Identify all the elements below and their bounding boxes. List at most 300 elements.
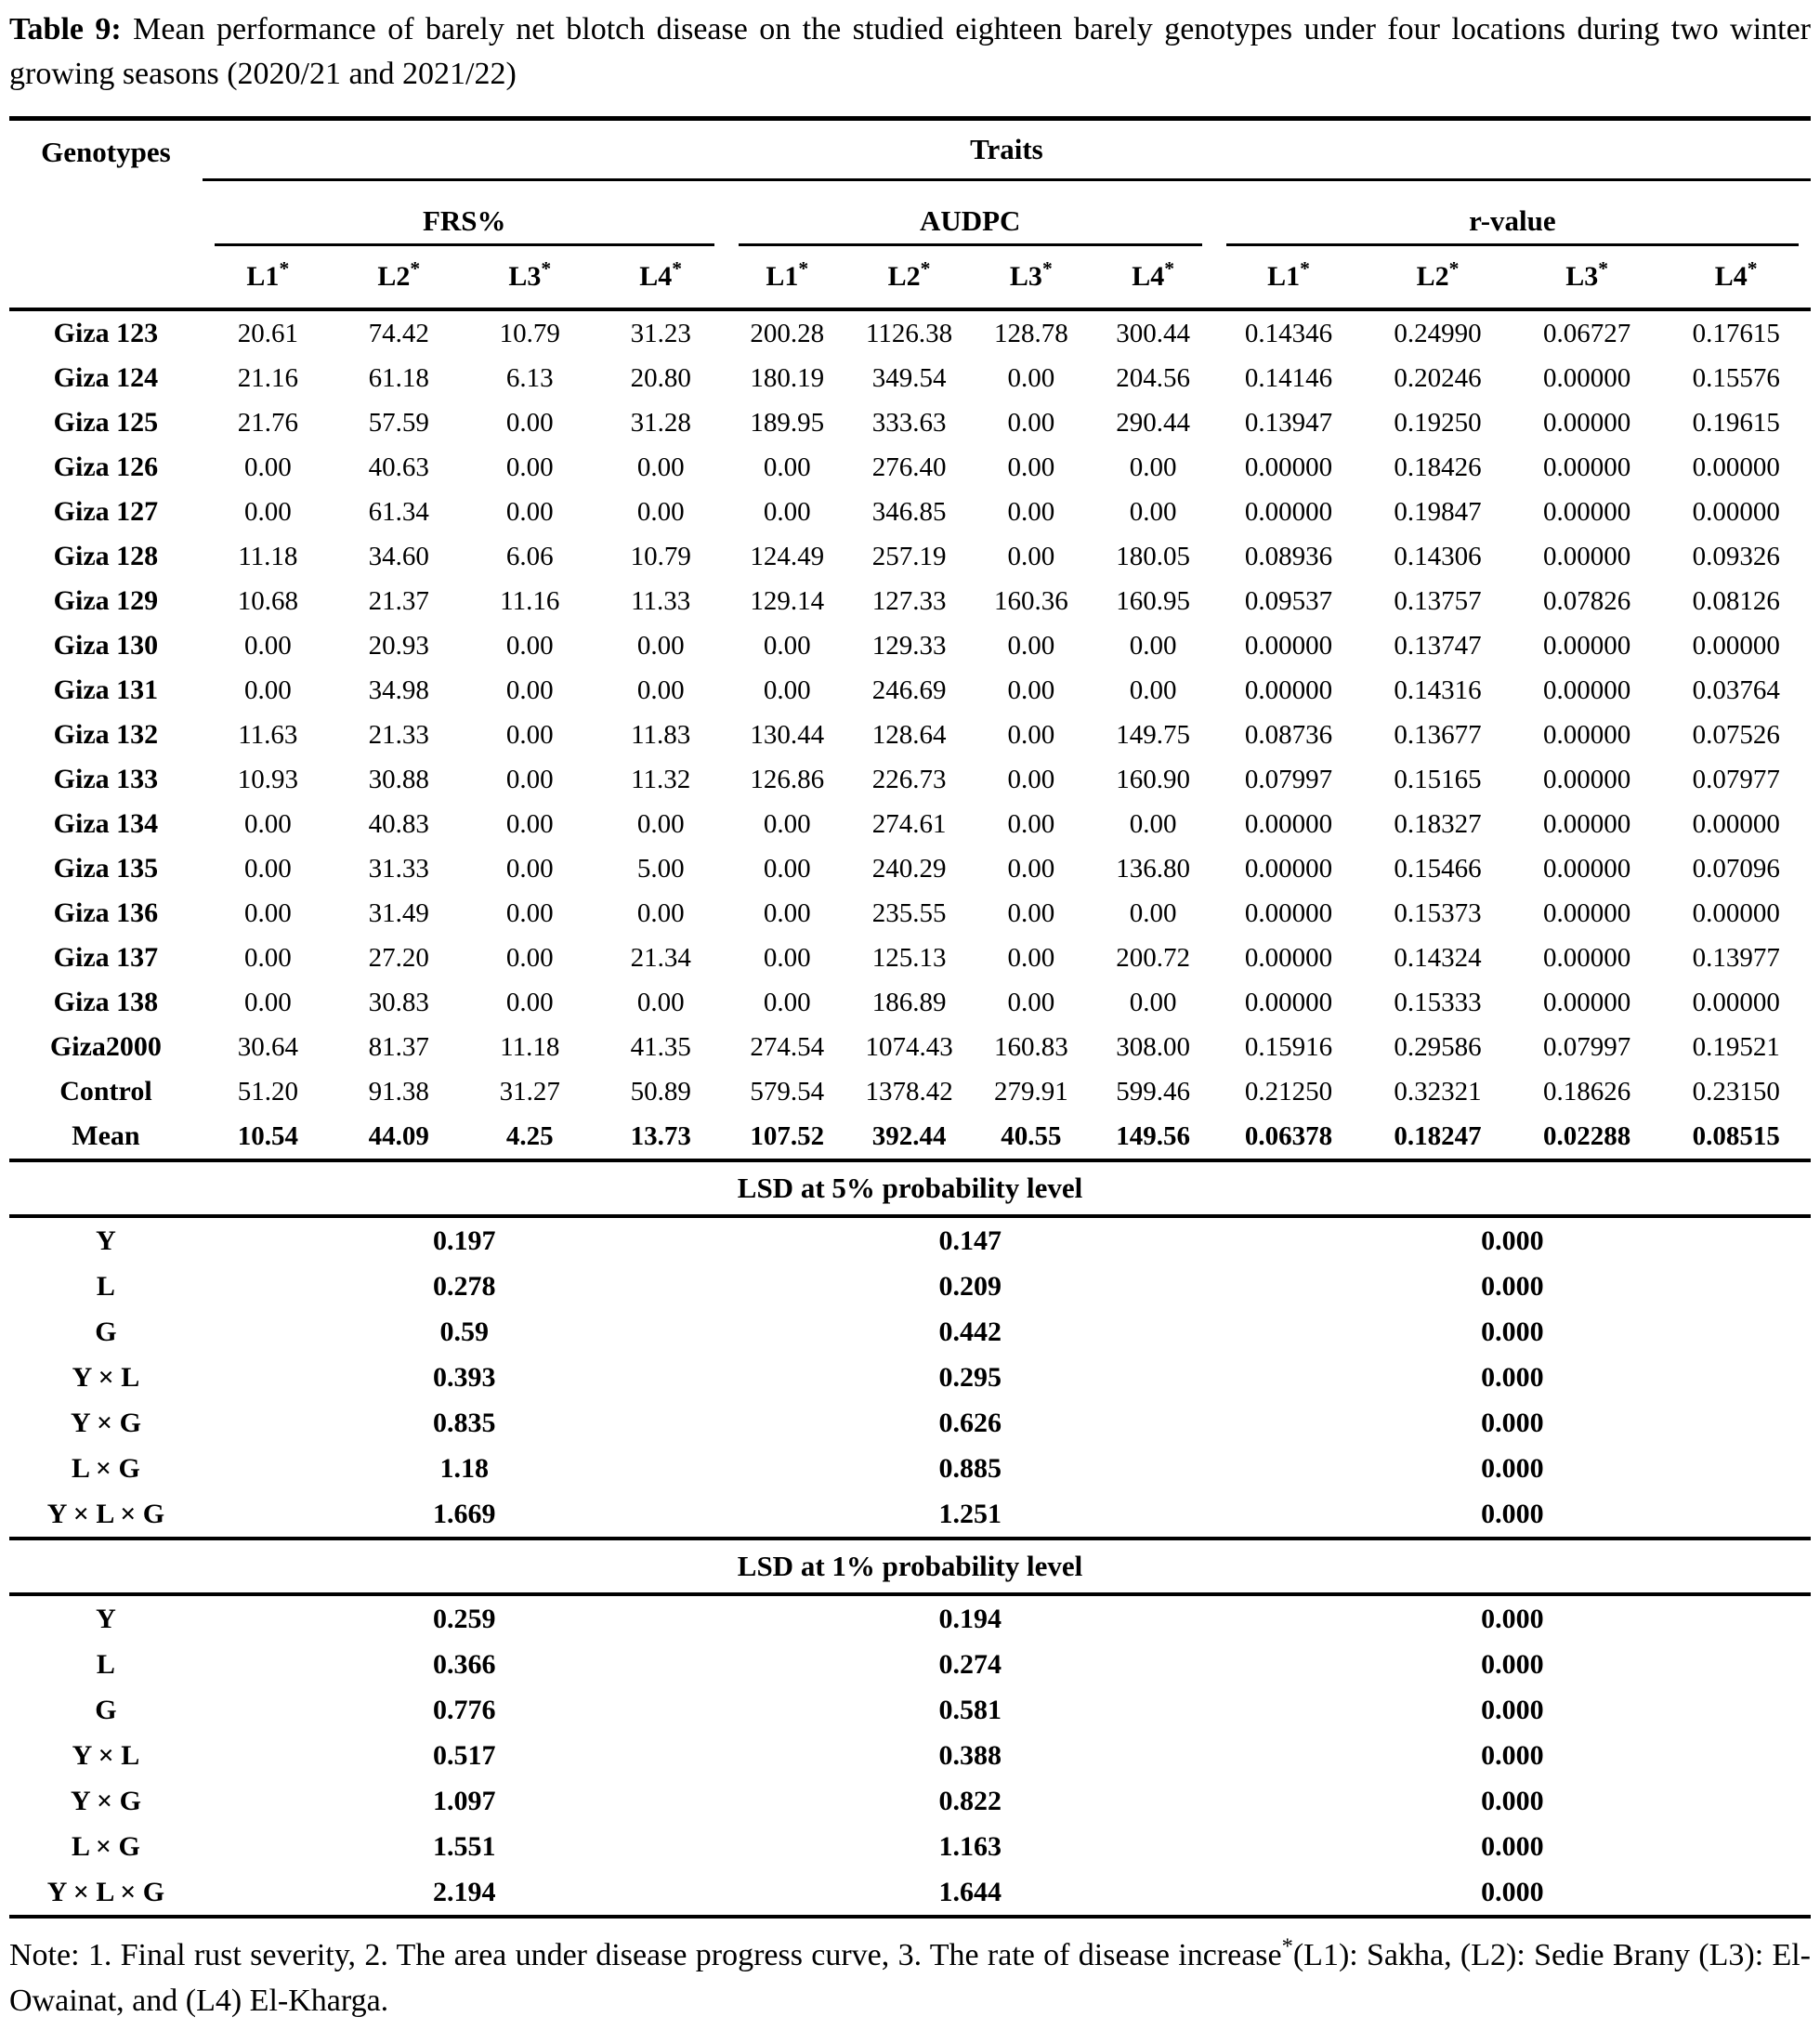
value-cell: 0.08736 xyxy=(1244,719,1333,750)
value-cell: 0.15373 xyxy=(1394,897,1482,928)
value-cell: 0.00 xyxy=(1007,541,1055,571)
value-cell: 21.33 xyxy=(368,719,429,750)
genotype-name-cell: Giza2000 xyxy=(49,1031,162,1063)
value-cell: 0.00000 xyxy=(1692,496,1780,527)
group-header-rvalue xyxy=(1214,180,1811,247)
value-cell: 11.18 xyxy=(500,1031,560,1062)
value-cell: 136.80 xyxy=(1116,853,1190,884)
value-cell: 0.00 xyxy=(763,897,811,928)
caption-text: Mean performance of barely net blotch disease on the studied eighteen barely genotypes under four locations during two winter growing seasons (2020/21 and 2021/22) xyxy=(9,12,1812,91)
value-cell: 333.63 xyxy=(871,407,947,438)
value-cell: 0.00 xyxy=(1007,987,1055,1017)
table-header xyxy=(9,119,1811,310)
value-cell: 21.37 xyxy=(368,585,429,616)
genotype-name-cell: Giza 124 xyxy=(53,362,159,394)
asterisk-marker: * xyxy=(541,257,552,281)
value-cell: 0.19250 xyxy=(1394,407,1482,438)
value-cell: 20.80 xyxy=(630,362,691,393)
value-cell: 0.00 xyxy=(505,674,554,705)
value-cell: 44.09 xyxy=(334,1114,465,1160)
lsd-value-cell: 0.626 xyxy=(938,1407,1002,1438)
genotype-name-cell: Mean xyxy=(9,1114,203,1160)
value-cell: 0.00 xyxy=(763,674,811,705)
value-cell: 0.00000 xyxy=(1244,808,1333,839)
value-cell: 0.20246 xyxy=(1394,362,1482,393)
value-cell: 0.17615 xyxy=(1692,318,1780,348)
value-cell: 0.00 xyxy=(636,674,685,705)
lsd-row xyxy=(9,1687,1811,1733)
lsd-factor-cell: L xyxy=(96,1270,115,1302)
value-cell: 0.00 xyxy=(1007,719,1055,750)
value-cell: 0.00 xyxy=(505,719,554,750)
lsd-factor-cell: Y × L × G xyxy=(9,1869,203,1917)
value-cell: 0.00 xyxy=(636,452,685,482)
value-cell: 21.34 xyxy=(630,942,691,973)
lsd-row xyxy=(9,1355,1811,1400)
lsd-value-cell: 0.000 xyxy=(1481,1361,1544,1393)
value-cell: 31.27 xyxy=(499,1076,560,1107)
value-cell: 0.09326 xyxy=(1692,541,1780,571)
lsd-factor-cell: L × G xyxy=(72,1830,140,1862)
subcol-header xyxy=(1661,246,1811,309)
header-row-locations xyxy=(9,246,1811,309)
caption-label: Table 9: xyxy=(9,12,122,46)
lsd-row xyxy=(9,1264,1811,1309)
value-cell: 0.07096 xyxy=(1692,853,1780,884)
value-cell: 0.00000 xyxy=(1244,942,1333,973)
value-cell: 579.54 xyxy=(750,1076,825,1107)
value-cell: 0.00000 xyxy=(1692,987,1780,1017)
lsd-value-cell: 0.197 xyxy=(433,1225,496,1256)
genotype-name-cell: Giza 135 xyxy=(53,853,159,884)
value-cell: 160.90 xyxy=(1116,764,1190,794)
value-cell: 0.00 xyxy=(636,630,685,661)
lsd-value-cell: 0.000 xyxy=(1481,1694,1544,1725)
value-cell: 1126.38 xyxy=(865,318,953,348)
value-cell: 0.32321 xyxy=(1394,1076,1482,1107)
subcol-label: L3 xyxy=(508,261,542,293)
value-cell: 0.00000 xyxy=(1244,496,1333,527)
value-cell: 128.64 xyxy=(871,719,947,750)
value-cell: 246.69 xyxy=(871,674,947,705)
value-cell: 0.00 xyxy=(1007,674,1055,705)
lsd-row xyxy=(9,1491,1811,1539)
value-cell: 0.00 xyxy=(1129,496,1177,527)
value-cell: 0.00 xyxy=(505,407,554,438)
lsd-row xyxy=(9,1824,1811,1869)
value-cell: 10.93 xyxy=(237,764,298,794)
value-cell: 13.73 xyxy=(596,1114,727,1160)
value-cell: 20.93 xyxy=(368,630,429,661)
value-cell: 0.14306 xyxy=(1394,541,1482,571)
value-cell: 40.83 xyxy=(368,808,429,839)
value-cell: 0.18626 xyxy=(1542,1076,1631,1107)
value-cell: 160.83 xyxy=(993,1031,1068,1062)
value-cell: 30.64 xyxy=(237,1031,298,1062)
value-cell: 0.00 xyxy=(243,630,292,661)
asterisk-marker: * xyxy=(1281,1933,1293,1959)
value-cell: 0.00000 xyxy=(1692,808,1780,839)
value-cell: 0.15466 xyxy=(1394,853,1482,884)
genotype-name-cell: Giza 126 xyxy=(53,452,159,483)
lsd-value-cell: 0.000 xyxy=(1481,1785,1544,1816)
table-row xyxy=(9,891,1811,936)
lsd-value-cell: 0.147 xyxy=(938,1225,1002,1256)
value-cell: 240.29 xyxy=(871,853,947,884)
lsd1-section-header xyxy=(9,1539,1811,1594)
value-cell: 0.18247 xyxy=(1363,1114,1512,1160)
value-cell: 0.21250 xyxy=(1244,1076,1333,1107)
genotype-name-cell: Giza 134 xyxy=(53,808,159,840)
value-cell: 0.23150 xyxy=(1692,1076,1780,1107)
value-cell: 30.88 xyxy=(368,764,429,794)
lsd5-header-row xyxy=(9,1160,1811,1216)
value-cell: 0.00 xyxy=(1129,674,1177,705)
footnote-locations-text: (L1): Sakha, (L2): Sedie Brany (L3): El-Owainat, and (L4) El-Kharga. xyxy=(9,1938,1811,2019)
subcol-header xyxy=(334,246,465,309)
value-cell: 0.07997 xyxy=(1542,1031,1631,1062)
value-cell: 0.00 xyxy=(1007,853,1055,884)
value-cell: 0.00 xyxy=(763,452,811,482)
lsd-value-cell: 0.295 xyxy=(938,1361,1002,1393)
table-row xyxy=(9,1025,1811,1069)
subcol-header xyxy=(465,246,596,309)
value-cell: 0.00 xyxy=(1007,362,1055,393)
lsd-value-cell: 1.097 xyxy=(433,1785,496,1816)
value-cell: 0.00 xyxy=(505,496,554,527)
value-cell: 125.13 xyxy=(871,942,947,973)
asterisk-marker: * xyxy=(410,257,421,281)
lsd-factor-cell: Y × L xyxy=(72,1361,140,1393)
table-row xyxy=(9,623,1811,668)
genotype-name-cell: Giza 131 xyxy=(53,674,159,706)
value-cell: 0.00000 xyxy=(1244,452,1333,482)
value-cell: 6.13 xyxy=(505,362,554,393)
lsd-value-cell: 0.259 xyxy=(433,1603,496,1634)
value-cell: 0.08126 xyxy=(1692,585,1780,616)
value-cell: 0.00 xyxy=(1007,452,1055,482)
value-cell: 0.00 xyxy=(636,496,685,527)
value-cell: 204.56 xyxy=(1116,362,1190,393)
lsd-value-cell: 0.000 xyxy=(1481,1316,1544,1347)
value-cell: 107.52 xyxy=(727,1114,848,1160)
lsd-factor-cell: Y × G xyxy=(70,1407,141,1438)
value-cell: 349.54 xyxy=(871,362,947,393)
subcol-header xyxy=(1512,246,1662,309)
value-cell: 11.16 xyxy=(500,585,560,616)
value-cell: 0.00 xyxy=(1129,987,1177,1017)
lsd-value-cell: 0.59 xyxy=(439,1316,490,1347)
value-cell: 0.00 xyxy=(505,942,554,973)
asterisk-marker: * xyxy=(1164,257,1174,281)
genotype-name-cell: Control xyxy=(59,1076,152,1107)
value-cell: 31.23 xyxy=(630,318,691,348)
value-cell: 10.79 xyxy=(630,541,691,571)
subcol-label: L4 xyxy=(639,261,673,293)
lsd-value-cell: 0.388 xyxy=(938,1739,1002,1771)
lsd-value-cell: 0.278 xyxy=(433,1270,496,1302)
value-cell: 0.00000 xyxy=(1542,496,1631,527)
asterisk-marker: * xyxy=(920,257,931,281)
value-cell: 31.49 xyxy=(368,897,429,928)
value-cell: 0.00000 xyxy=(1542,674,1631,705)
lsd-value-cell: 0.000 xyxy=(1214,1869,1811,1917)
value-cell: 0.03764 xyxy=(1692,674,1780,705)
value-cell: 226.73 xyxy=(871,764,947,794)
lsd-value-cell: 1.163 xyxy=(938,1830,1002,1862)
value-cell: 6.06 xyxy=(505,541,554,571)
value-cell: 160.95 xyxy=(1116,585,1190,616)
value-cell: 0.24990 xyxy=(1394,318,1482,348)
group-header-rvalue-label: r-value xyxy=(1226,204,1799,246)
value-cell: 0.02288 xyxy=(1512,1114,1662,1160)
value-cell: 0.00 xyxy=(243,897,292,928)
value-cell: 0.07977 xyxy=(1692,764,1780,794)
value-cell: 0.00000 xyxy=(1244,853,1333,884)
lsd-row xyxy=(9,1733,1811,1778)
lsd-row xyxy=(9,1216,1811,1264)
asterisk-marker: * xyxy=(1747,257,1758,281)
value-cell: 290.44 xyxy=(1116,407,1190,438)
value-cell: 0.13947 xyxy=(1244,407,1333,438)
subcol-label: L3 xyxy=(1009,261,1042,293)
value-cell: 0.00000 xyxy=(1542,853,1631,884)
value-cell: 0.09537 xyxy=(1244,585,1333,616)
value-cell: 21.76 xyxy=(237,407,298,438)
subcol-label: L3 xyxy=(1565,261,1599,293)
lsd-row xyxy=(9,1594,1811,1642)
value-cell: 129.33 xyxy=(871,630,947,661)
value-cell: 74.42 xyxy=(368,318,429,348)
lsd-row xyxy=(9,1400,1811,1446)
lsd-factor-cell: Y xyxy=(96,1603,116,1634)
value-cell: 130.44 xyxy=(750,719,825,750)
genotype-name-cell: Giza 128 xyxy=(53,541,159,572)
value-cell: 200.28 xyxy=(750,318,825,348)
value-cell: 0.00 xyxy=(243,674,292,705)
subcol-header xyxy=(1363,246,1512,309)
value-cell: 31.28 xyxy=(630,407,691,438)
subcol-label: L4 xyxy=(1714,261,1748,293)
value-cell: 11.32 xyxy=(631,764,691,794)
genotype-tbody xyxy=(9,309,1811,1160)
value-cell: 0.07997 xyxy=(1244,764,1333,794)
lsd-value-cell: 0.000 xyxy=(1481,1648,1544,1680)
table-row xyxy=(9,579,1811,623)
lsd-value-cell: 0.194 xyxy=(938,1603,1002,1634)
value-cell: 274.61 xyxy=(871,808,947,839)
value-cell: 0.00000 xyxy=(1542,897,1631,928)
value-cell: 41.35 xyxy=(630,1031,691,1062)
asterisk-marker: * xyxy=(1300,257,1310,281)
lsd-factor-cell: G xyxy=(95,1316,117,1347)
lsd-value-cell: 0.835 xyxy=(433,1407,496,1438)
value-cell: 0.00 xyxy=(636,987,685,1017)
value-cell: 0.00000 xyxy=(1244,630,1333,661)
genotype-name-cell: Giza 123 xyxy=(53,318,159,349)
subcol-header xyxy=(970,246,1092,309)
value-cell: 10.54 xyxy=(203,1114,334,1160)
lsd-value-cell: 0.000 xyxy=(1481,1270,1544,1302)
table-row xyxy=(9,713,1811,757)
genotype-name-cell: Giza 136 xyxy=(53,897,159,929)
lsd-value-cell: 0.209 xyxy=(938,1270,1002,1302)
lsd-value-cell: 1.18 xyxy=(439,1452,490,1484)
value-cell: 34.60 xyxy=(368,541,429,571)
value-cell: 128.78 xyxy=(993,318,1068,348)
value-cell: 0.00 xyxy=(1007,630,1055,661)
value-cell: 300.44 xyxy=(1116,318,1190,348)
genotype-name-cell: Giza 132 xyxy=(53,719,159,751)
value-cell: 0.00000 xyxy=(1692,897,1780,928)
value-cell: 11.63 xyxy=(238,719,298,750)
value-cell: 0.14316 xyxy=(1394,674,1482,705)
value-cell: 91.38 xyxy=(368,1076,429,1107)
genotype-name-cell: Giza 137 xyxy=(53,942,159,974)
value-cell: 257.19 xyxy=(871,541,947,571)
asterisk-marker: * xyxy=(1041,257,1053,281)
value-cell: 0.00000 xyxy=(1542,541,1631,571)
lsd-value-cell: 0.000 xyxy=(1481,1830,1544,1862)
value-cell: 0.00 xyxy=(1007,897,1055,928)
value-cell: 61.34 xyxy=(368,496,429,527)
value-cell: 0.00 xyxy=(243,942,292,973)
subcol-label: L1 xyxy=(766,261,799,293)
table-row xyxy=(9,936,1811,980)
subcol-label: L2 xyxy=(887,261,921,293)
value-cell: 0.13677 xyxy=(1394,719,1482,750)
asterisk-marker: * xyxy=(798,257,809,281)
value-cell: 40.63 xyxy=(368,452,429,482)
value-cell: 0.19521 xyxy=(1692,1031,1780,1062)
value-cell: 0.00 xyxy=(505,630,554,661)
lsd5-section-header xyxy=(9,1160,1811,1216)
value-cell: 0.18426 xyxy=(1394,452,1482,482)
group-header-audpc-label: AUDPC xyxy=(739,204,1202,246)
subcol-label: L2 xyxy=(377,261,411,293)
footnote-text: Note: 1. Final rust severity, 2. The area under disease progress curve, 3. The rate of disease increase xyxy=(9,1938,1282,1973)
value-cell: 126.86 xyxy=(750,764,825,794)
value-cell: 0.07826 xyxy=(1542,585,1631,616)
lsd-value-cell: 0.000 xyxy=(1481,1739,1544,1771)
table-row xyxy=(9,980,1811,1025)
value-cell: 127.33 xyxy=(871,585,947,616)
table-row xyxy=(9,309,1811,356)
value-cell: 0.00000 xyxy=(1692,452,1780,482)
value-cell: 0.08515 xyxy=(1661,1114,1811,1160)
value-cell: 10.68 xyxy=(237,585,298,616)
value-cell: 0.00 xyxy=(763,987,811,1017)
lsd-value-cell: 1.669 xyxy=(203,1491,727,1539)
subcol-header xyxy=(1214,246,1364,309)
value-cell: 57.59 xyxy=(368,407,429,438)
value-cell: 0.00 xyxy=(243,987,292,1017)
lsd5-tbody xyxy=(9,1216,1811,1539)
value-cell: 599.46 xyxy=(1116,1076,1190,1107)
lsd-row xyxy=(9,1309,1811,1355)
value-cell: 274.54 xyxy=(750,1031,825,1062)
value-cell: 0.00000 xyxy=(1542,407,1631,438)
value-cell: 21.16 xyxy=(237,362,298,393)
value-cell: 0.29586 xyxy=(1394,1031,1482,1062)
subcol-header xyxy=(203,246,334,309)
subcol-header xyxy=(596,246,727,309)
value-cell: 0.00 xyxy=(763,808,811,839)
table-caption xyxy=(9,7,1811,96)
value-cell: 81.37 xyxy=(368,1031,429,1062)
lsd-value-cell: 1.251 xyxy=(727,1491,1214,1539)
value-cell: 160.36 xyxy=(993,585,1068,616)
value-cell: 0.00 xyxy=(1129,897,1177,928)
value-cell: 0.00000 xyxy=(1542,764,1631,794)
value-cell: 0.00 xyxy=(505,764,554,794)
group-header-frs xyxy=(203,180,727,247)
value-cell: 0.00 xyxy=(1129,452,1177,482)
value-cell: 0.00 xyxy=(505,808,554,839)
subcol-label: L1 xyxy=(1267,261,1301,293)
value-cell: 0.00 xyxy=(1129,630,1177,661)
value-cell: 0.19615 xyxy=(1692,407,1780,438)
value-cell: 0.06727 xyxy=(1542,318,1631,348)
header-row-traits xyxy=(9,119,1811,180)
lsd-factor-cell: Y × L × G xyxy=(9,1491,203,1539)
value-cell: 11.33 xyxy=(631,585,691,616)
value-cell: 0.00000 xyxy=(1542,719,1631,750)
lsd-row xyxy=(9,1642,1811,1687)
value-cell: 4.25 xyxy=(465,1114,596,1160)
genotype-name-cell: Giza 138 xyxy=(53,987,159,1018)
lsd-value-cell: 0.000 xyxy=(1481,1407,1544,1438)
value-cell: 0.00 xyxy=(505,987,554,1017)
value-cell: 180.05 xyxy=(1116,541,1190,571)
lsd-value-cell: 0.000 xyxy=(1481,1225,1544,1256)
value-cell: 0.00000 xyxy=(1692,630,1780,661)
lsd-row xyxy=(9,1778,1811,1824)
lsd-value-cell: 0.517 xyxy=(433,1739,496,1771)
lsd-factor-cell: L xyxy=(96,1648,115,1680)
table-row xyxy=(9,846,1811,891)
value-cell: 0.06378 xyxy=(1214,1114,1364,1160)
table-row xyxy=(9,400,1811,445)
value-cell: 0.00 xyxy=(505,853,554,884)
value-cell: 346.85 xyxy=(871,496,947,527)
value-cell: 0.00 xyxy=(505,897,554,928)
lsd-value-cell: 0.000 xyxy=(1481,1603,1544,1634)
value-cell: 0.08936 xyxy=(1244,541,1333,571)
value-cell: 180.19 xyxy=(750,362,825,393)
value-cell: 0.00 xyxy=(243,452,292,482)
lsd-factor-cell: L × G xyxy=(72,1452,140,1484)
value-cell: 0.14346 xyxy=(1244,318,1333,348)
lsd-value-cell: 0.581 xyxy=(938,1694,1002,1725)
value-cell: 279.91 xyxy=(993,1076,1068,1107)
header-row-groups xyxy=(9,180,1811,247)
lsd-factor-cell: Y × G xyxy=(70,1785,141,1816)
value-cell: 149.75 xyxy=(1116,719,1190,750)
value-cell: 31.33 xyxy=(368,853,429,884)
value-cell: 0.00 xyxy=(1129,808,1177,839)
lsd-value-cell: 0.393 xyxy=(433,1361,496,1393)
table-row xyxy=(9,1114,1811,1160)
genotype-name-cell: Giza 129 xyxy=(53,585,159,617)
genotype-name-cell: Giza 130 xyxy=(53,630,159,661)
value-cell: 50.89 xyxy=(630,1076,691,1107)
lsd5-header-cell: LSD at 5% probability level xyxy=(9,1160,1811,1216)
asterisk-marker: * xyxy=(672,257,683,281)
table-row xyxy=(9,757,1811,802)
value-cell: 276.40 xyxy=(871,452,947,482)
subcol-label: L4 xyxy=(1132,261,1165,293)
